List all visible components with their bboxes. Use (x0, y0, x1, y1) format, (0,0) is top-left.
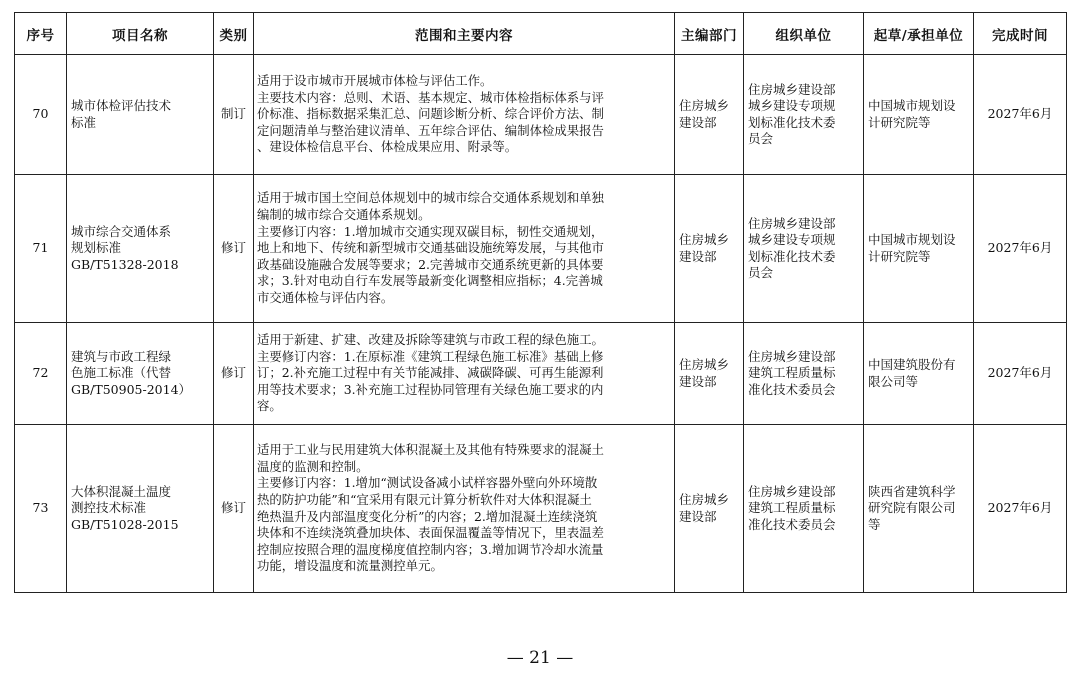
name-line: GB/T51328-2018 (71, 256, 179, 272)
scope-line: 市交通体检与评估内容。 (257, 289, 394, 305)
cell-dept (675, 425, 744, 593)
org-line: 城乡建设专项规 (748, 232, 836, 248)
scope-line: 块体和不连续浇筑叠加块体、表面保温覆盖等情况下，里表温差 (257, 525, 604, 541)
scope-line: 主要修订内容：1.在原标准《建筑工程绿色施工标准》基础上修 (257, 348, 604, 364)
name-line: 城市综合交通体系 (71, 223, 172, 239)
drafter-line: 等 (868, 516, 881, 532)
dept-line: 建设部 (679, 508, 717, 524)
scope-line: 适用于设市城市开展城市体检与评估工作。 (257, 73, 493, 89)
cell-name (67, 425, 214, 593)
org-line: 员会 (748, 264, 774, 280)
org-line: 员会 (748, 130, 774, 146)
scope-line: 适用于新建、扩建、改建及拆除等建筑与市政工程的绿色施工。 (257, 332, 604, 348)
dept-line: 建设部 (679, 373, 717, 389)
cell-category: 修订 (214, 323, 254, 425)
table-row (15, 55, 1067, 175)
drafter-line: 限公司等 (868, 373, 919, 389)
scope-line: 适用于城市国土空间总体规划中的城市综合交通体系规划和单独 (257, 190, 604, 206)
name-line: 色施工标准（代替 (71, 365, 172, 381)
cell-name (67, 175, 214, 323)
table-row (15, 175, 1067, 323)
scope-line: 、建设体检信息平台、体检成果应用、附录等。 (257, 139, 518, 155)
dept-line: 住房城乡 (679, 357, 730, 373)
scope-line: 温度的监测和控制。 (257, 458, 369, 474)
cell-name (67, 323, 214, 425)
org-line: 住房城乡建设部 (748, 215, 836, 231)
drafter-line: 中国城市规划设 (868, 98, 956, 114)
table-row (15, 323, 1067, 425)
scope-line: 编制的城市综合交通体系规划。 (257, 207, 431, 223)
cell-dept (675, 55, 744, 175)
org-line: 准化技术委员会 (748, 381, 836, 397)
org-line: 城乡建设专项规 (748, 98, 836, 114)
scope-line: 政基础设施融合发展等要求；2.完善城市交通系统更新的具体要 (257, 256, 604, 272)
cell-scope (254, 323, 675, 425)
org-line: 住房城乡建设部 (748, 81, 836, 97)
cell-seq: 71 (15, 175, 67, 323)
cell-seq: 72 (15, 323, 67, 425)
header-dept: 主编部门 (675, 13, 744, 55)
name-line: 大体积混凝土温度 (71, 483, 172, 499)
cell-deadline: 2027年6月 (974, 323, 1067, 425)
scope-line: 功能，增设温度和流量测控单元。 (257, 558, 443, 574)
header-org: 组织单位 (744, 13, 864, 55)
scope-line: 求；3.针对电动自行车发展等最新变化调整相应指标；4.完善城 (257, 273, 603, 289)
drafter-line: 计研究院等 (868, 248, 931, 264)
cell-category: 制订 (214, 55, 254, 175)
scope-line: 容。 (257, 398, 282, 414)
org-line: 划标准化技术委 (748, 114, 836, 130)
dept-line: 建设部 (679, 114, 717, 130)
scope-line: 热的防护功能”和“宜采用有限元计算分析软件对大体积混凝土 (257, 491, 592, 507)
dept-line: 建设部 (679, 248, 717, 264)
name-line: 标准 (71, 114, 97, 130)
cell-deadline: 2027年6月 (974, 55, 1067, 175)
cell-scope (254, 425, 675, 593)
header-drafter: 起草/承担单位 (864, 13, 974, 55)
cell-drafter (864, 323, 974, 425)
name-line: 规划标准 (71, 240, 122, 256)
cell-seq: 73 (15, 425, 67, 593)
cell-dept (675, 323, 744, 425)
scope-line: 适用于工业与民用建筑大体积混凝土及其他有特殊要求的混凝土 (257, 442, 604, 458)
org-line: 准化技术委员会 (748, 516, 836, 532)
dept-line: 住房城乡 (679, 492, 730, 508)
cell-org (744, 425, 864, 593)
cell-category: 修订 (214, 175, 254, 323)
table-body (15, 55, 1067, 593)
drafter-line: 中国城市规划设 (868, 232, 956, 248)
scope-line: 绝热温升及内部温度变化分析”的内容；2.增加混凝土连续浇筑 (257, 508, 598, 524)
scope-line: 主要修订内容：1.增加“测试设备减小试样容器外壁向外环境散 (257, 475, 598, 491)
scope-line: 订；2.补充施工过程中有关节能减排、减碳降碳、可再生能源利 (257, 365, 604, 381)
cell-drafter (864, 55, 974, 175)
name-line: 城市体检评估技术 (71, 98, 172, 114)
cell-scope (254, 55, 675, 175)
cell-category: 修订 (214, 425, 254, 593)
cell-deadline: 2027年6月 (974, 175, 1067, 323)
cell-drafter (864, 175, 974, 323)
name-line: 测控技术标准 (71, 500, 147, 516)
name-line: GB/T50905-2014） (71, 381, 192, 397)
scope-line: 定问题清单与整治建议清单、五年综合评估、编制体检成果报告 (257, 122, 604, 138)
drafter-line: 计研究院等 (868, 114, 931, 130)
header-scope: 范围和主要内容 (254, 13, 675, 55)
header-seq: 序号 (15, 13, 67, 55)
standards-table (14, 12, 1067, 593)
drafter-line: 研究院有限公司 (868, 500, 956, 516)
name-line: GB/T51028-2015 (71, 516, 179, 532)
scope-line: 地上和地下、传统和新型城市交通基础设施统筹发展，与其他市 (257, 240, 604, 256)
name-line: 建筑与市政工程绿 (71, 348, 172, 364)
org-line: 建筑工程质量标 (748, 500, 836, 516)
header-deadline: 完成时间 (974, 13, 1067, 55)
cell-name (67, 55, 214, 175)
cell-org (744, 55, 864, 175)
dept-line: 住房城乡 (679, 98, 730, 114)
org-line: 划标准化技术委 (748, 248, 836, 264)
standards-table-sheet (14, 12, 1066, 593)
drafter-line: 中国建筑股份有 (868, 357, 956, 373)
org-line: 住房城乡建设部 (748, 348, 836, 364)
page-number: — 21 — (506, 648, 574, 668)
cell-dept (675, 175, 744, 323)
org-line: 建筑工程质量标 (748, 365, 836, 381)
scope-line: 主要技术内容：总则、术语、基本规定、城市体检指标体系与评 (257, 89, 604, 105)
dept-line: 住房城乡 (679, 232, 730, 248)
cell-org (744, 323, 864, 425)
table-header-row (15, 13, 1067, 55)
scope-line: 用等技术要求；3.补充施工过程协同管理有关绿色施工要求的内 (257, 381, 604, 397)
cell-deadline: 2027年6月 (974, 425, 1067, 593)
scope-line: 控制应按照合理的温度梯度值控制内容；3.增加调节冷却水流量 (257, 541, 604, 557)
header-name: 项目名称 (67, 13, 214, 55)
cell-org (744, 175, 864, 323)
header-category: 类别 (214, 13, 254, 55)
scope-line: 价标准、指标数据采集汇总、问题诊断分析、综合评价方法、制 (257, 106, 604, 122)
cell-seq: 70 (15, 55, 67, 175)
cell-drafter (864, 425, 974, 593)
drafter-line: 陕西省建筑科学 (868, 483, 956, 499)
org-line: 住房城乡建设部 (748, 483, 836, 499)
cell-scope (254, 175, 675, 323)
scope-line: 主要修订内容：1.增加城市交通实现双碳目标，韧性交通规划， (257, 223, 604, 239)
table-row (15, 425, 1067, 593)
